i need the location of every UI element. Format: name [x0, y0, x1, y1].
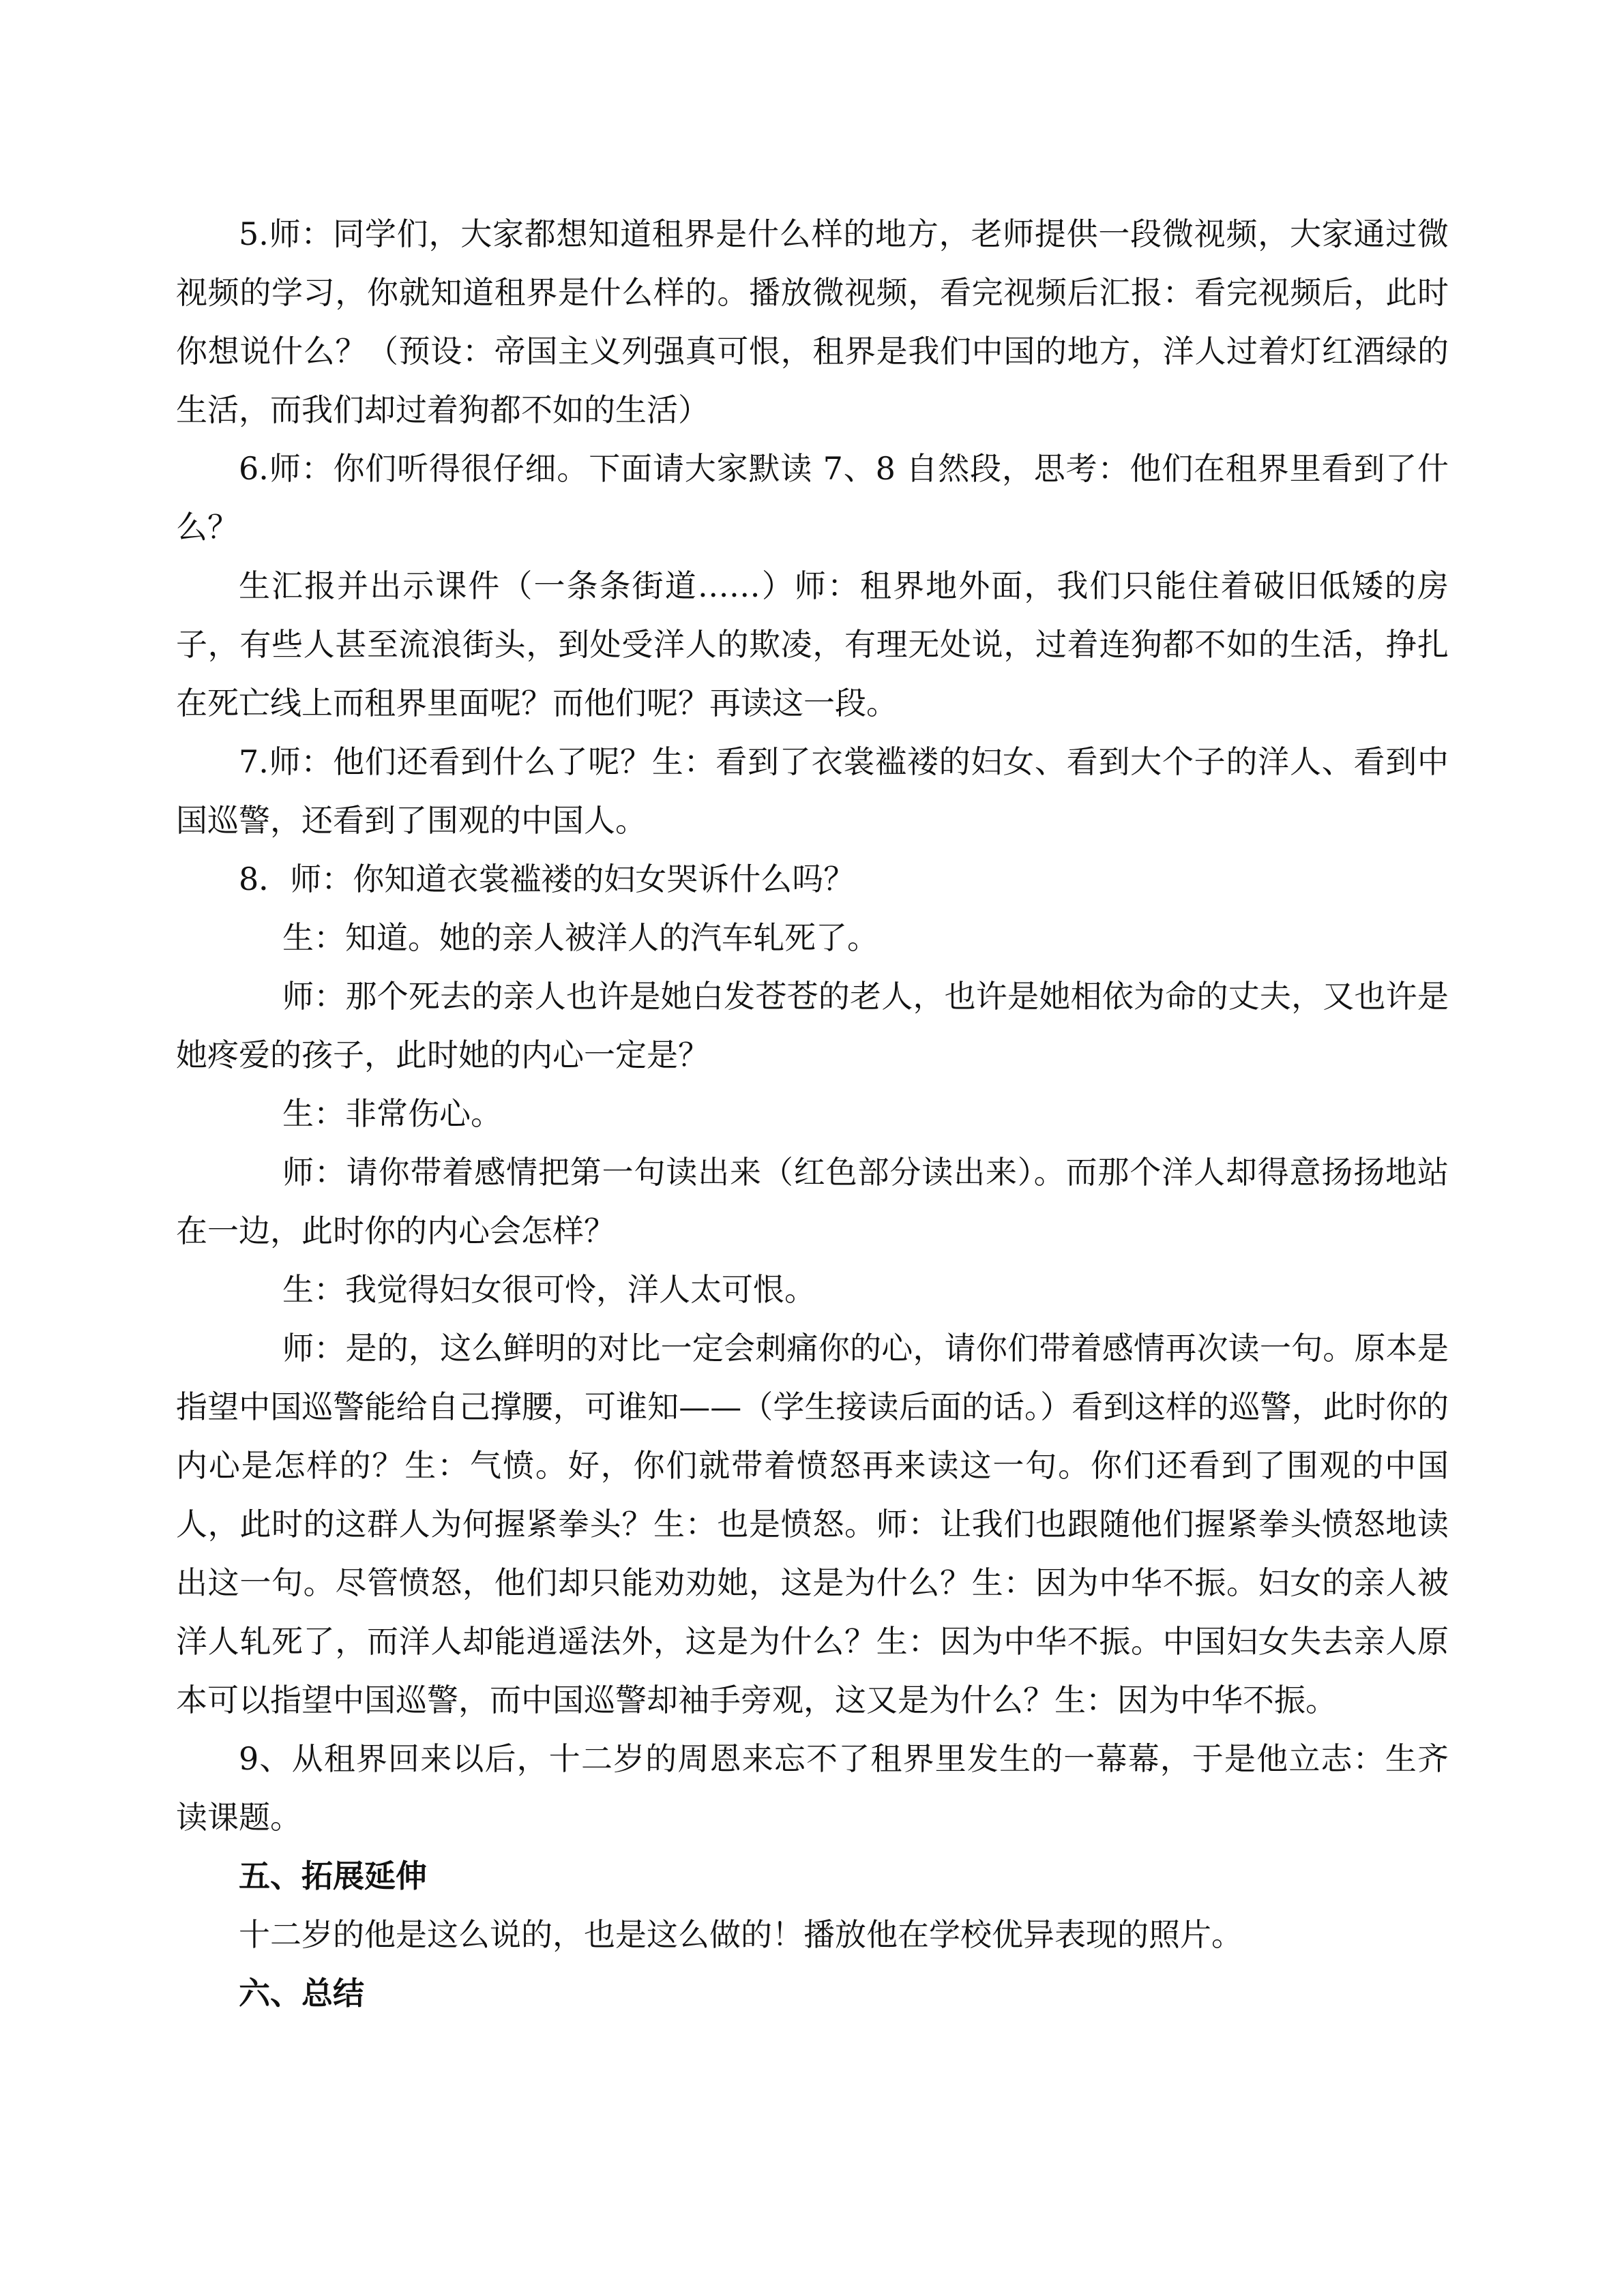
dialogue-student-1: 生：知道。她的亲人被洋人的汽车轧死了。 [282, 919, 879, 956]
paragraph-student-report: 生汇报并出示课件（一条条街道……）师：租界地外面，我们只能住着破旧低矮的房子，有些人甚至流浪街头，到处受洋人的欺凌，有理无处说，过着连狗都不如的生活，挣扎在死亡线上而租界里面呢？而他们呢？再读这一段。 [176, 567, 1449, 721]
dialogue-teacher-1: 师：那个死去的亲人也许是她白发苍苍的老人，也许是她相依为命的丈夫，又也许是她疼爱的孩子，此时她的内心一定是？ [176, 978, 1449, 1073]
dialogue-student-2: 生：非常伤心。 [282, 1095, 502, 1132]
paragraph-7: 7.师：他们还看到什么了呢？生：看到了衣裳褴褛的妇女、看到大个子的洋人、看到中国巡警，还看到了围观的中国人。 [176, 743, 1449, 839]
section-heading-extension: 五、拓展延伸 [239, 1858, 427, 1894]
paragraph-9: 9、从租界回来以后，十二岁的周恩来忘不了租界里发生的一幕幕，于是他立志：生齐读课题。 [176, 1740, 1449, 1836]
dialogue-teacher-2: 师：请你带着感情把第一句读出来（红色部分读出来）。而那个洋人却得意扬扬地站在一边，此时你的内心会怎样？ [176, 1154, 1449, 1249]
dialogue-student-3: 生：我觉得妇女很可怜，洋人太可恨。 [282, 1271, 816, 1308]
paragraph-extension: 十二岁的他是这么说的，也是这么做的！播放他在学校优异表现的照片。 [239, 1916, 1243, 1953]
document-body [176, 205, 1449, 2023]
dialogue-teacher-3: 师：是的，这么鲜明的对比一定会刺痛你的心，请你们带着感情再次读一句。原本是指望中国巡警能给自己撑腰，可谁知——（学生接读后面的话。）看到这样的巡警，此时你的内心是怎样的？生：气愤。好，你们就带着愤怒再来读这一句。你们还看到了围观的中国人，此时的这群人为何握紧拳头？生：也是愤怒。师：让我们也跟随他们握紧拳头愤怒地读出这一句。尽管愤怒，他们却只能劝劝她，这是为什么？生：因为中华不振。妇女的亲人被洋人轧死了，而洋人却能逍遥法外，这是为什么？生：因为中华不振。中国妇女失去亲人原本可以指望中国巡警，而中国巡警却袖手旁观，这又是为什么？生：因为中华不振。 [176, 1330, 1449, 1718]
paragraph-6: 6.师：你们听得很仔细。下面请大家默读 7、8 自然段，思考：他们在租界里看到了什么？ [176, 450, 1449, 546]
paragraph-8: 8．师：你知道衣裳褴褛的妇女哭诉什么吗？ [239, 861, 855, 897]
section-heading-summary: 六、总结 [239, 1975, 364, 2012]
paragraph-5: 5.师：同学们，大家都想知道租界是什么样的地方，老师提供一段微视频，大家通过微视频的学习，你就知道租界是什么样的。播放微视频，看完视频后汇报：看完视频后，此时你想说什么？（预设：帝国主义列强真可恨，租界是我们中国的地方，洋人过着灯红酒绿的生活，而我们却过着狗都不如的生活） [176, 215, 1449, 428]
